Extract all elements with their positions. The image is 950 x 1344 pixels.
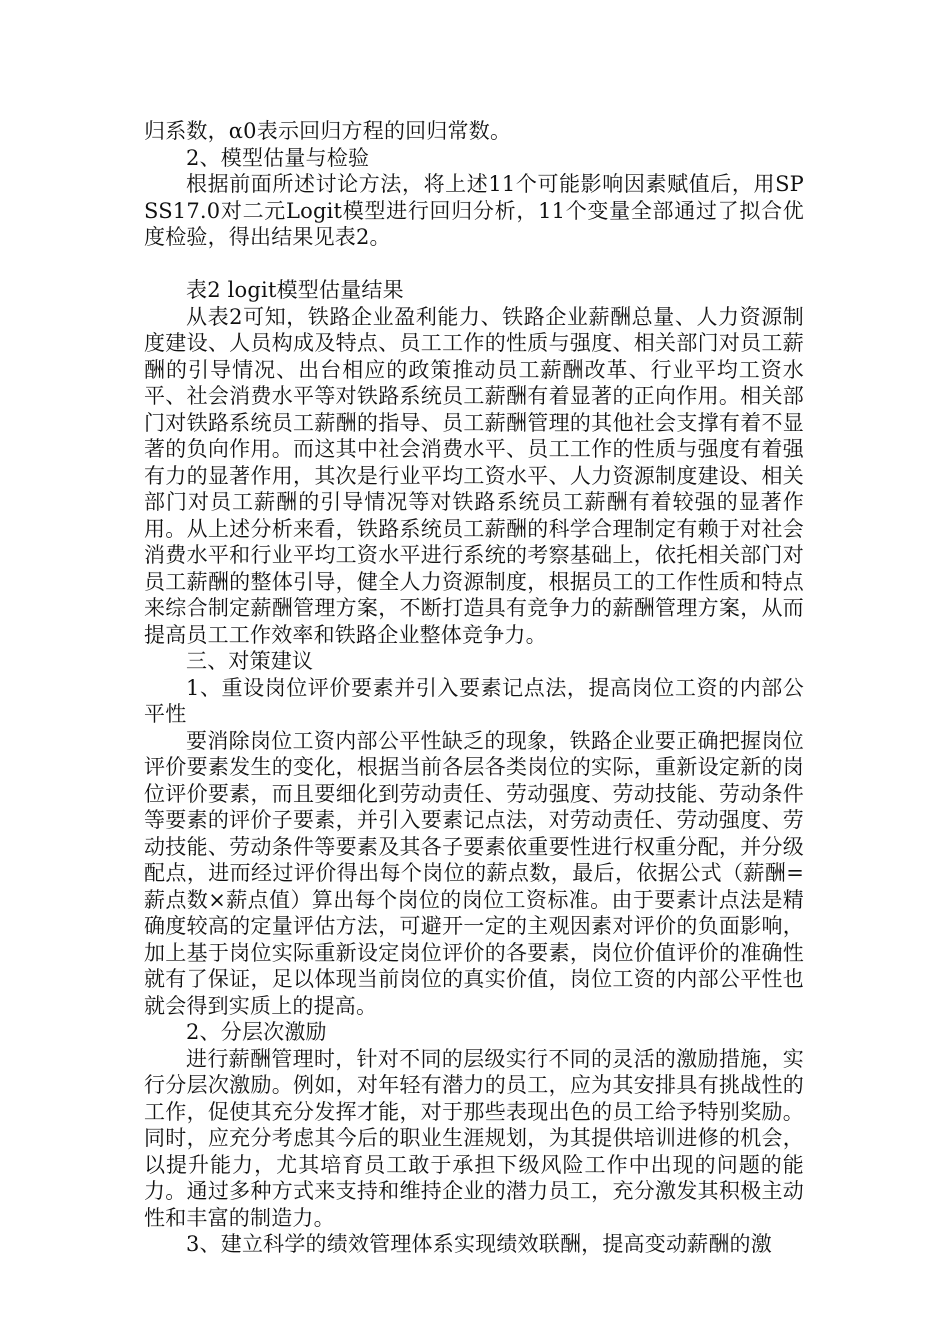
paragraph-tiered-incentive: 进行薪酬管理时，针对不同的层级实行不同的灵活的激励措施，实行分层次激励。例如，对年轻有潜力的员工，应为其安排具有挑战性的工作，促使其充分发挥才能，对于那些表现出色的员工给予特别奖励。同时，应充分考虑其今后的职业生涯规划，为其提供培训进修的机会，以提升能力，尤其培育员工敢于承担下级风险工作中出现的问题的能力。通过多种方式来支持和维持企业的潜力员工，充分激发其积极主动性和丰富的制造力。 xyxy=(144,1046,804,1230)
heading-countermeasures: 三、对策建议 xyxy=(186,649,314,673)
paragraph-job-evaluation: 要消除岗位工资内部公平性缺乏的现象，铁路企业要正确把握岗位评价要素发生的变化，根据当前各层各类岗位的实际，重新设定新的岗位评价要素，而且要细化到劳动责任、劳动强度、劳动技能、劳动条件等要素的评价子要素，并引入要素记点法，对劳动责任、劳动强度、劳动技能、劳动条件等要素及其各子要素依重要性进行权重分配，并分级配点，进而经过评价得出每个岗位的薪点数，最后，依据公式（薪酬=薪点数×薪点值）算出每个岗位的岗位工资标准。由于要素计点法是精确度较高的定量评估方法，可避开一定的主观因素对评价的负面影响，加上基于岗位实际重新设定岗位评价的各要素，岗位价值评价的准确性就有了保证，足以体现当前岗位的真实价值，岗位工资的内部公平性也就会得到实质上的提高。 xyxy=(144,728,804,1018)
heading-job-evaluation: 1、重设岗位评价要素并引入要素记点法，提高岗位工资的内部公平性 xyxy=(144,675,804,726)
heading-tiered-incentive: 2、分层次激励 xyxy=(186,1020,327,1044)
paragraph-results-analysis: 从表2可知，铁路企业盈利能力、铁路企业薪酬总量、人力资源制度建设、人员构成及特点、员工工作的性质与强度、相关部门对员工薪酬的引导情况、出台相应的政策推动员工薪酬改革、行业平均工资水平、社会消费水平等对铁路系统员工薪酬有着显著的正向作用。相关部门对铁路系统员工薪酬的指导、员工薪酬管理的其他社会支撑有着不显著的负向作用。而这其中社会消费水平、员工工作的性质与强度有着强有力的显著作用，其次是行业平均工资水平、人力资源制度建设、相关部门对员工薪酬的引导情况等对铁路系统员工薪酬有着较强的显著作用。从上述分析来看，铁路系统员工薪酬的科学合理制定有赖于对社会消费水平和行业平均工资水平进行系统的考察基础上，依托相关部门对员工薪酬的整体引导，健全人力资源制度，根据员工的工作性质和特点来综合制定薪酬管理方案，不断打造具有竞争力的薪酬管理方案，从而提高员工工作效率和铁路企业整体竞争力。 xyxy=(144,304,804,647)
blank-line xyxy=(144,251,804,278)
paragraph-regression-continuation: 归系数，α0表示回归方程的回归常数。 xyxy=(144,119,512,143)
heading-performance-management: 3、建立科学的绩效管理体系实现绩效联酬，提高变动薪酬的激 xyxy=(186,1232,772,1256)
heading-model-estimation: 2、模型估量与检验 xyxy=(186,145,370,170)
document-page xyxy=(144,118,804,1258)
table-caption: 表2 logit模型估量结果 xyxy=(186,278,404,302)
paragraph-method: 根据前面所述讨论方法，将上述11个可能影响因素赋值后，用SPSS17.0对二元Logit模型进行回归分析，11个变量全部通过了拟合优度检验，得出结果见表2。 xyxy=(144,172,804,249)
